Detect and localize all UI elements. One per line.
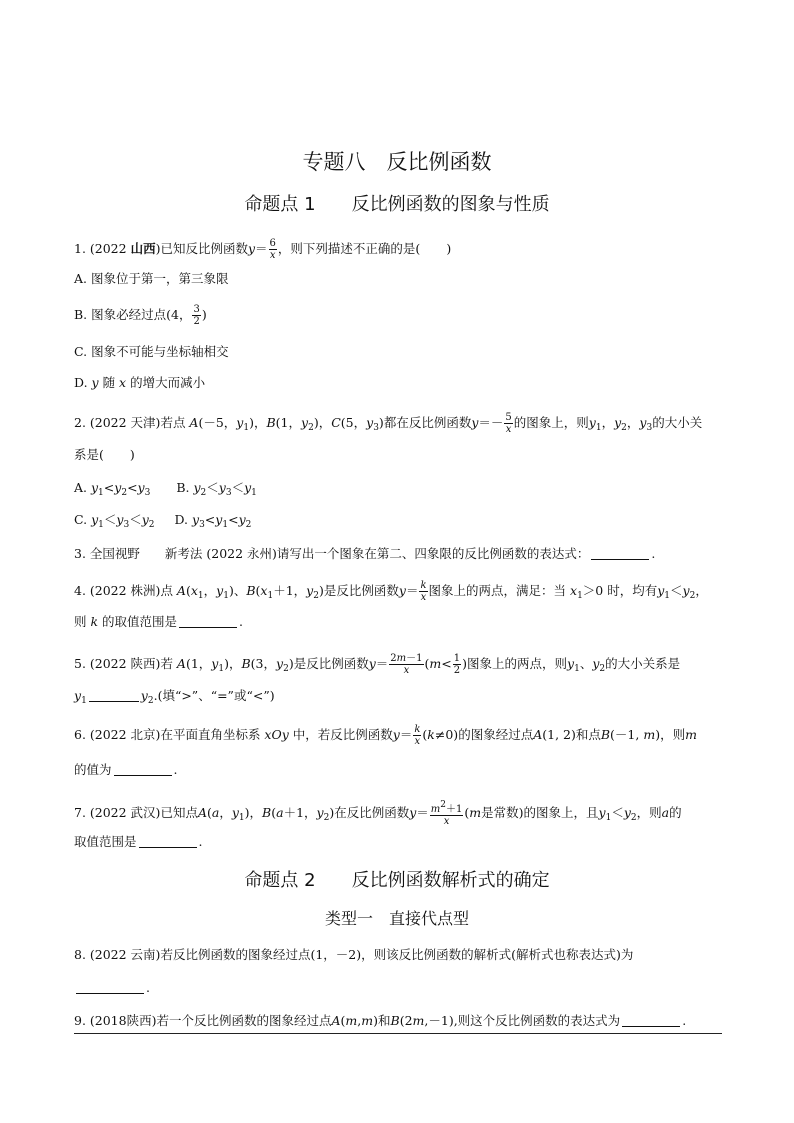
options-2ab: A. $y_1<y_2<y_3$ B. $y_2<y_3<y_1$ xyxy=(74,480,257,498)
q2-cont: 系是( xyxy=(74,447,104,462)
q4-mid: 是反比例函数 xyxy=(323,583,399,598)
q6-mid: 中，若反比例函数 xyxy=(288,727,393,742)
fraction-m2-plus-1-over-x: $\frac{m^2+1}{x}$ xyxy=(430,800,463,827)
fraction-k-over-x: $\frac{k}{x}$ xyxy=(420,580,427,603)
fraction-5-over-x: $\frac{5}{x}$ xyxy=(505,412,512,435)
question-6-cont: 的值为 . xyxy=(74,762,178,777)
opt-2d-label: D. xyxy=(174,512,192,527)
q2-tail: 的大小关 xyxy=(652,415,703,430)
q2-close: ) xyxy=(129,447,135,462)
answer-blank xyxy=(139,835,197,848)
question-1: 1. (2022 山西)已知反比例函数y＝ $\frac{6}{x}$ ，则下列描述不正确的是( ) xyxy=(74,238,452,261)
q1-source: 1. (2022 xyxy=(74,241,131,256)
q4-text: 4. (2022 株洲)点 xyxy=(74,583,177,598)
fraction-3-over-2: $\frac{3}{2}$ xyxy=(193,304,200,327)
opt-2c-label: C. xyxy=(74,512,92,527)
q1d-prefix: D. xyxy=(74,375,92,390)
divider-line xyxy=(74,1033,722,1034)
fraction-1-over-2: $\frac{1}{2}$ xyxy=(453,653,461,676)
q5-post2: 的大小关系是 xyxy=(605,656,681,671)
q7-post2: ，则 xyxy=(636,805,662,820)
answer-blank xyxy=(179,615,237,628)
q2-mid: 都在反比例函数 xyxy=(383,415,472,430)
answer-blank xyxy=(114,763,172,776)
question-4-cont: 则 k 的取值范围是 . xyxy=(74,614,244,629)
q4-cont2: 的取值范围是 xyxy=(98,614,178,629)
opt-2a-label: A. xyxy=(74,480,91,495)
fraction-6-over-x: $\frac{6}{x}$ xyxy=(269,238,276,261)
option-1a: A. 图象位于第一，第三象限 xyxy=(74,271,229,286)
option-1d: D. y 随 x 的增大而减小 xyxy=(74,375,206,390)
option-1b xyxy=(74,304,207,327)
section-heading-2: 命题点 2 反比例函数解析式的确定 xyxy=(244,870,550,891)
page-title: 专题八 反比例函数 xyxy=(302,150,492,174)
q1-region: 山西 xyxy=(130,241,156,256)
q2-text: 2. (2022 天津)若点 xyxy=(74,415,190,430)
answer-blank xyxy=(89,689,139,702)
q8-text: 8. (2022 云南)若反比例函数的图象经过点(1，－2)，则该反比例函数的解析式(解析式也称表达式)为 xyxy=(74,947,634,962)
q4-post2: ＞0 时，均有 xyxy=(582,583,658,598)
q6-post2: 和点 xyxy=(575,727,601,742)
q7-cont: 取值范围是 xyxy=(74,834,137,849)
q4-post: 图象上的两点，满足：当 xyxy=(428,583,570,598)
q5-text: 5. (2022 陕西)若 xyxy=(74,656,177,671)
question-2: 2. (2022 天津)若点 A(－5，$y_1$)，B(1，$y_2$)，C(5，$y_3$)都在反比例函数y＝－ $\frac{5}{x}$ 的图象上，则$y_1$，$y_2$，$y_3$的大小关 xyxy=(74,412,703,435)
q5-cont2: .(填“>”、“=”或“<”) xyxy=(153,688,275,703)
question-8-cont: . xyxy=(74,980,150,996)
q4-cont: 则 xyxy=(74,614,91,629)
q1-tail: ，则下列描述不正确的是( xyxy=(277,241,421,256)
q9-mid: 和 xyxy=(377,1013,391,1028)
q6-cont: 的值为 xyxy=(74,762,112,777)
question-7-cont: 取值范围是 . xyxy=(74,834,203,849)
q7-mid: 在反比例函数 xyxy=(334,805,410,820)
q6-post: 的图象经过点 xyxy=(458,727,534,742)
opt-2b-label: B. xyxy=(176,480,194,495)
q3-text: 3. 全国视野 新考法 (2022 永州)请写出一个图象在第二、四象限的反比例函数的表达式： xyxy=(74,546,590,561)
q9-text: 9. (2018陕西)若一个反比例函数的图象经过点 xyxy=(74,1013,332,1028)
question-4: 4. (2022 株洲)点 $A(x_1$，$y_1$)、$B(x_1+1$，$y_2$)是反比例函数y＝ $\frac{k}{x}$ 图象上的两点，满足：当 $x_1>0$ 时，均有$y_1<y_2$， xyxy=(74,580,708,603)
answer-blank xyxy=(622,1014,680,1027)
q7-post: 是常数)的图象上，且 xyxy=(481,805,599,820)
options-2cd: C. $y_1<y_3<y_2$ D. $y_3<y_1<y_2$ xyxy=(74,512,252,530)
q7-text: 7. (2022 武汉)已知点 xyxy=(74,805,198,820)
q6-post3: ，则 xyxy=(660,727,686,742)
option-1c: C. 图象不可能与坐标轴相交 xyxy=(74,344,229,359)
question-5: 5. (2022 陕西)若 A(1，$y_1$)，B(3，$y_2$)是反比例函数y＝ $\frac{2m-1}{x}$ (m< $\frac{1}{2}$ )图象上的两点，则$y_1$、$y_2$的大小关系是 xyxy=(74,653,681,676)
q1d-tail: 的增大而减小 xyxy=(126,375,206,390)
question-9: 9. (2018陕西)若一个反比例函数的图象经过点A(m,m)和B(2m,－1),则这个反比例函数的表达式为 . xyxy=(74,1013,687,1028)
q5-post: 图象上的两点，则 xyxy=(467,656,568,671)
q9-post: ,则这个反比例函数的表达式为 xyxy=(453,1013,621,1028)
question-2-cont xyxy=(74,447,135,463)
q5-mid: 是反比例函数 xyxy=(293,656,369,671)
q2-mid2: 的图象上，则 xyxy=(513,415,589,430)
q6-text: 6. (2022 北京)在平面直角坐标系 xyxy=(74,727,265,742)
question-7: 7. (2022 武汉)已知点A(a，$y_1$)，B(a＋1，$y_2$)在反比例函数y＝ $\frac{m^2+1}{x}$ (m是常数)的图象上，且$y_1<y_2$，则a的 xyxy=(74,800,682,827)
section-heading-1: 命题点 1 反比例函数的图象与性质 xyxy=(244,194,550,215)
question-3: 3. 全国视野 新考法 (2022 永州)请写出一个图象在第二、四象限的反比例函数的表达式： . xyxy=(74,546,656,561)
fraction-k-over-x: $\frac{k}{x}$ xyxy=(414,724,421,747)
q1b-text: B. 图象必经过点(4， xyxy=(74,307,192,322)
q7-post3: 的 xyxy=(669,805,682,820)
q1d-mid: 随 xyxy=(98,375,120,390)
q1b-close: ) xyxy=(201,307,207,322)
q1-close: ) xyxy=(446,241,452,256)
fraction-2m-1-over-x: $\frac{2m-1}{x}$ xyxy=(390,653,423,676)
type-heading: 类型一 直接代点型 xyxy=(324,909,469,928)
q1-text: )已知反比例函数 xyxy=(155,241,248,256)
question-5-cont: $y_1$ $y_2$.(填“>”、“=”或“<”) xyxy=(74,688,275,706)
answer-blank xyxy=(591,547,649,560)
question-8 xyxy=(74,947,633,963)
answer-blank xyxy=(76,981,144,994)
question-6: 6. (2022 北京)在平面直角坐标系 xOy 中，若反比例函数y＝ $\frac{k}{x}$ (k≠0)的图象经过点A(1, 2)和点B(－1, m)，则m xyxy=(74,724,697,747)
